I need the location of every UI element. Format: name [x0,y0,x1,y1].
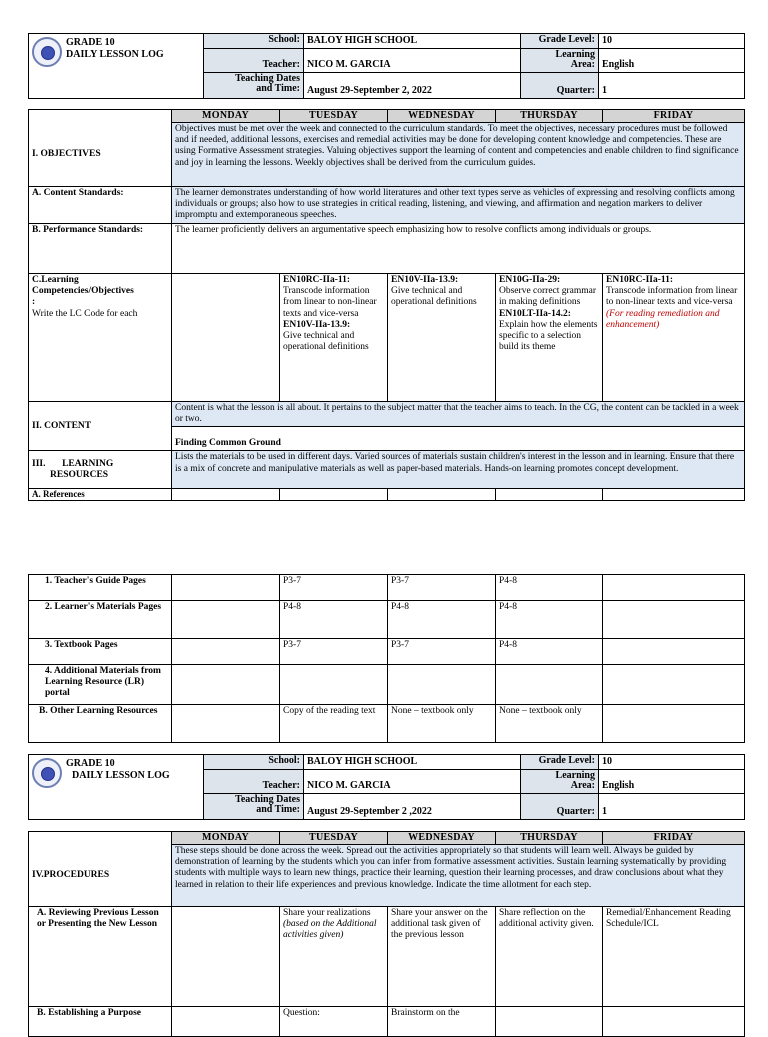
reviewing-tuesday-note: (based on the Additional activities given) [283,919,377,941]
deped-seal-icon [32,37,62,67]
grade-level-value: 10 [599,755,745,770]
purpose-thursday [496,1007,603,1037]
resource-cell: P4-8 [388,601,496,639]
day-wednesday: WEDNESDAY [388,832,496,845]
content-standards-text: The learner demonstrates understanding of how world literatures and other text types serve as vehicles of expressing and resolving conflicts among individuals or groups; also how to use strategies in critical reading, listening, and viewing, and affirmation and negation markers to deliver impromptu and extemporaneous speeches. [172,187,745,224]
resource-cell: P4-8 [280,601,388,639]
resource-cell: Copy of the reading text [280,705,388,743]
purpose-wednesday: Brainstorm on the [388,1007,496,1037]
references-monday [172,489,280,501]
dates-label-line-2: and Time: [256,83,300,95]
reviewing-tuesday [280,907,388,1007]
dates-label [204,72,304,98]
logo-cell [29,34,204,99]
purpose-monday [172,1007,280,1037]
reviewing-label: A. Reviewing Previous Lesson or Presenting the New Lesson [29,907,172,1007]
performance-standards-label: B. Performance Standards: [29,224,172,274]
resource-row-label: 1. Teacher's Guide Pages [29,575,172,601]
competency-tuesday [280,274,388,402]
resource-cell: P3-7 [280,575,388,601]
learning-area-label-line-1: Learning [555,769,595,781]
learning-area-value: English [599,769,745,793]
references-tuesday [280,489,388,501]
resource-cell [172,575,280,601]
dates-label-line-1: Teaching Dates [235,72,300,84]
resource-cell: P4-8 [496,575,603,601]
day-monday: MONDAY [172,110,280,123]
day-monday: MONDAY [172,832,280,845]
resource-cell [603,575,745,601]
quarter-label: Quarter: [521,793,599,819]
resource-cell: P3-7 [280,639,388,665]
resource-cell [172,639,280,665]
learning-area-label [521,769,599,793]
procedures-table [28,831,745,1037]
resource-cell [603,601,745,639]
reviewing-friday: Remedial/Enhancement Reading Schedule/ICL [603,907,745,1007]
teacher-value: NICO M. GARCIA [304,769,521,793]
learning-resources-text: Lists the materials to be used in different days. Varied sources of materials sustain children's interest in the lesson and in learning. Ensure that there is a mix of concrete and manipulative materials as well as paper-based materials. Hands-on learning promotes concept development. [172,451,745,489]
competencies-label-line-2: : [32,297,36,308]
resource-cell [388,665,496,705]
resource-cell: P3-7 [388,575,496,601]
resource-cell: P4-8 [496,601,603,639]
content-standards-label: A. Content Standards: [29,187,172,224]
reviewing-monday [172,907,280,1007]
school-value: BALOY HIGH SCHOOL [304,34,521,49]
learning-area-label-line-2: Area: [570,780,595,792]
competency-thursday [496,274,603,402]
lc-text: Explain how the elements specific to a selection build its theme [499,319,598,353]
grade-level-label: Grade Level: [521,755,599,770]
day-wednesday: WEDNESDAY [388,110,496,123]
dates-label-line-2: and Time: [256,804,300,816]
dates-label [204,793,304,819]
log-title: DAILY LESSON LOG [72,770,170,781]
resource-cell [603,639,745,665]
dates-label-line-1: Teaching Dates [235,793,300,805]
day-friday: FRIDAY [603,832,745,845]
lc-code: EN10V-IIa-13.9: [283,319,351,330]
day-thursday: THURSDAY [496,832,603,845]
teacher-label: Teacher: [204,48,304,72]
resource-row-label: 4. Additional Materials from Learning Resource (LR) portal [29,665,172,705]
lc-text: Transcode information from linear to non-linear texts and vice-versa [606,286,738,308]
lc-text: Observe correct grammar in making definitions [499,286,597,308]
resource-cell: P4-8 [496,639,603,665]
objectives-table [28,109,745,501]
teacher-label: Teacher: [204,769,304,793]
school-label: School: [204,755,304,770]
lc-text: Give technical and operational definitions [283,331,369,353]
header-table-2 [28,754,745,820]
resource-cell [280,665,388,705]
lc-code: EN10RC-IIa-11: [606,275,674,285]
school-label: School: [204,34,304,49]
objectives-text: Objectives must be met over the week and connected to the curriculum standards. To meet the objectives, necessary procedures must be followed and if needed, additional lessons, exercises and remedial activities may be done for developing content knowledge and competencies. These are using Formative Assessment strategies. Valuing objectives support the learning of content and competencies and enable children to find significance and joy in learning the lessons. Weekly objectives shall be derived from the curriculum guides. [172,123,745,187]
resource-cell: None – textbook only [496,705,603,743]
resource-row-label: B. Other Learning Resources [29,705,172,743]
day-tuesday: TUESDAY [280,110,388,123]
lc-code: EN10LT-IIa-14.2: [499,308,571,319]
lc-code: EN10V-IIa-13.9: [391,275,459,285]
purpose-friday [603,1007,745,1037]
resource-cell [172,665,280,705]
resource-cell: P3-7 [388,639,496,665]
competencies-label [29,274,172,402]
learning-area-label-line-1: Learning [555,48,595,60]
lc-code: EN10RC-IIa-11: [283,275,351,285]
learning-area-value: English [599,48,745,72]
day-tuesday: TUESDAY [280,832,388,845]
learning-area-label [521,48,599,72]
resource-cell [172,601,280,639]
content-label: II. CONTENT [29,402,172,451]
purpose-tuesday: Question: [280,1007,388,1037]
header-table-1 [28,33,745,99]
resource-cell: None – textbook only [388,705,496,743]
dates-value: August 29-September 2 ,2022 [304,793,521,819]
reviewing-wednesday: Share your answer on the additional task given of the previous lesson [388,907,496,1007]
learning-resources-label-line-1: III. LEARNING [32,458,114,469]
learning-area-label-line-2: Area: [570,59,595,71]
day-thursday: THURSDAY [496,110,603,123]
grade-title: GRADE 10 [66,37,115,48]
deped-seal-icon [32,758,62,788]
references-label: A. References [29,489,172,501]
lc-text: Transcode information from linear to non-linear texts and vice-versa [283,286,377,319]
resource-cell [603,665,745,705]
resource-row-label: 3. Textbook Pages [29,639,172,665]
procedures-text: These steps should be done across the week. Spread out the activities appropriately so that students will learn well. Always be guided by demonstration of learning by the students which you can infer from formative assessment activities. Sustain learning systematically by providing students with multiple ways to learn new things, practice their learning, question their learning processes, and draw conclusions about what they learned in relation to their life experiences and previous knowledge. Indicate the time allotment for each step. [172,845,745,907]
quarter-value: 1 [599,72,745,98]
resource-cell [496,665,603,705]
content-topic: Finding Common Ground [172,427,745,451]
resources-table [28,574,745,743]
resource-cell [603,705,745,743]
quarter-value: 1 [599,793,745,819]
dates-value: August 29-September 2, 2022 [304,72,521,98]
competency-monday [172,274,280,402]
grade-level-label: Grade Level: [521,34,599,49]
corner-cell [29,110,172,123]
logo-cell [29,755,204,820]
competencies-label-line-1: C.Learning Competencies/Objectives [32,275,134,297]
references-wednesday [388,489,496,501]
learning-resources-label-line-2: RESOURCES [50,469,109,480]
resource-row-label: 2. Learner's Materials Pages [29,601,172,639]
references-friday [603,489,745,501]
content-text: Content is what the lesson is all about. It pertains to the subject matter that the teacher aims to teach. In the CG, the content can be tackled in a week or two. [172,402,745,427]
competencies-label-line-3: Write the LC Code for each [32,308,138,319]
quarter-label: Quarter: [521,72,599,98]
performance-standards-text: The learner proficiently delivers an argumentative speech emphasizing how to resolve conflicts among individuals or groups. [172,224,745,274]
grade-level-value: 10 [599,34,745,49]
procedures-label: IV.PROCEDURES [29,845,172,907]
remediation-note: (For reading remediation and enhancement) [606,308,720,330]
day-friday: FRIDAY [603,110,745,123]
learning-resources-label [29,451,172,489]
references-thursday [496,489,603,501]
lc-code: EN10G-IIa-29: [499,275,561,285]
teacher-value: NICO M. GARCIA [304,48,521,72]
purpose-label: B. Establishing a Purpose [29,1007,172,1037]
corner-cell [29,832,172,845]
log-title: DAILY LESSON LOG [66,49,164,60]
objectives-label: I. OBJECTIVES [29,123,172,187]
reviewing-thursday: Share reflection on the additional activity given. [496,907,603,1007]
resource-cell [172,705,280,743]
competency-wednesday [388,274,496,402]
lc-text: Give technical and operational definitions [391,286,477,308]
competency-friday [603,274,745,402]
grade-title: GRADE 10 [66,758,115,769]
school-value: BALOY HIGH SCHOOL [304,755,521,770]
reviewing-tuesday-text: Share your realizations [283,908,371,918]
